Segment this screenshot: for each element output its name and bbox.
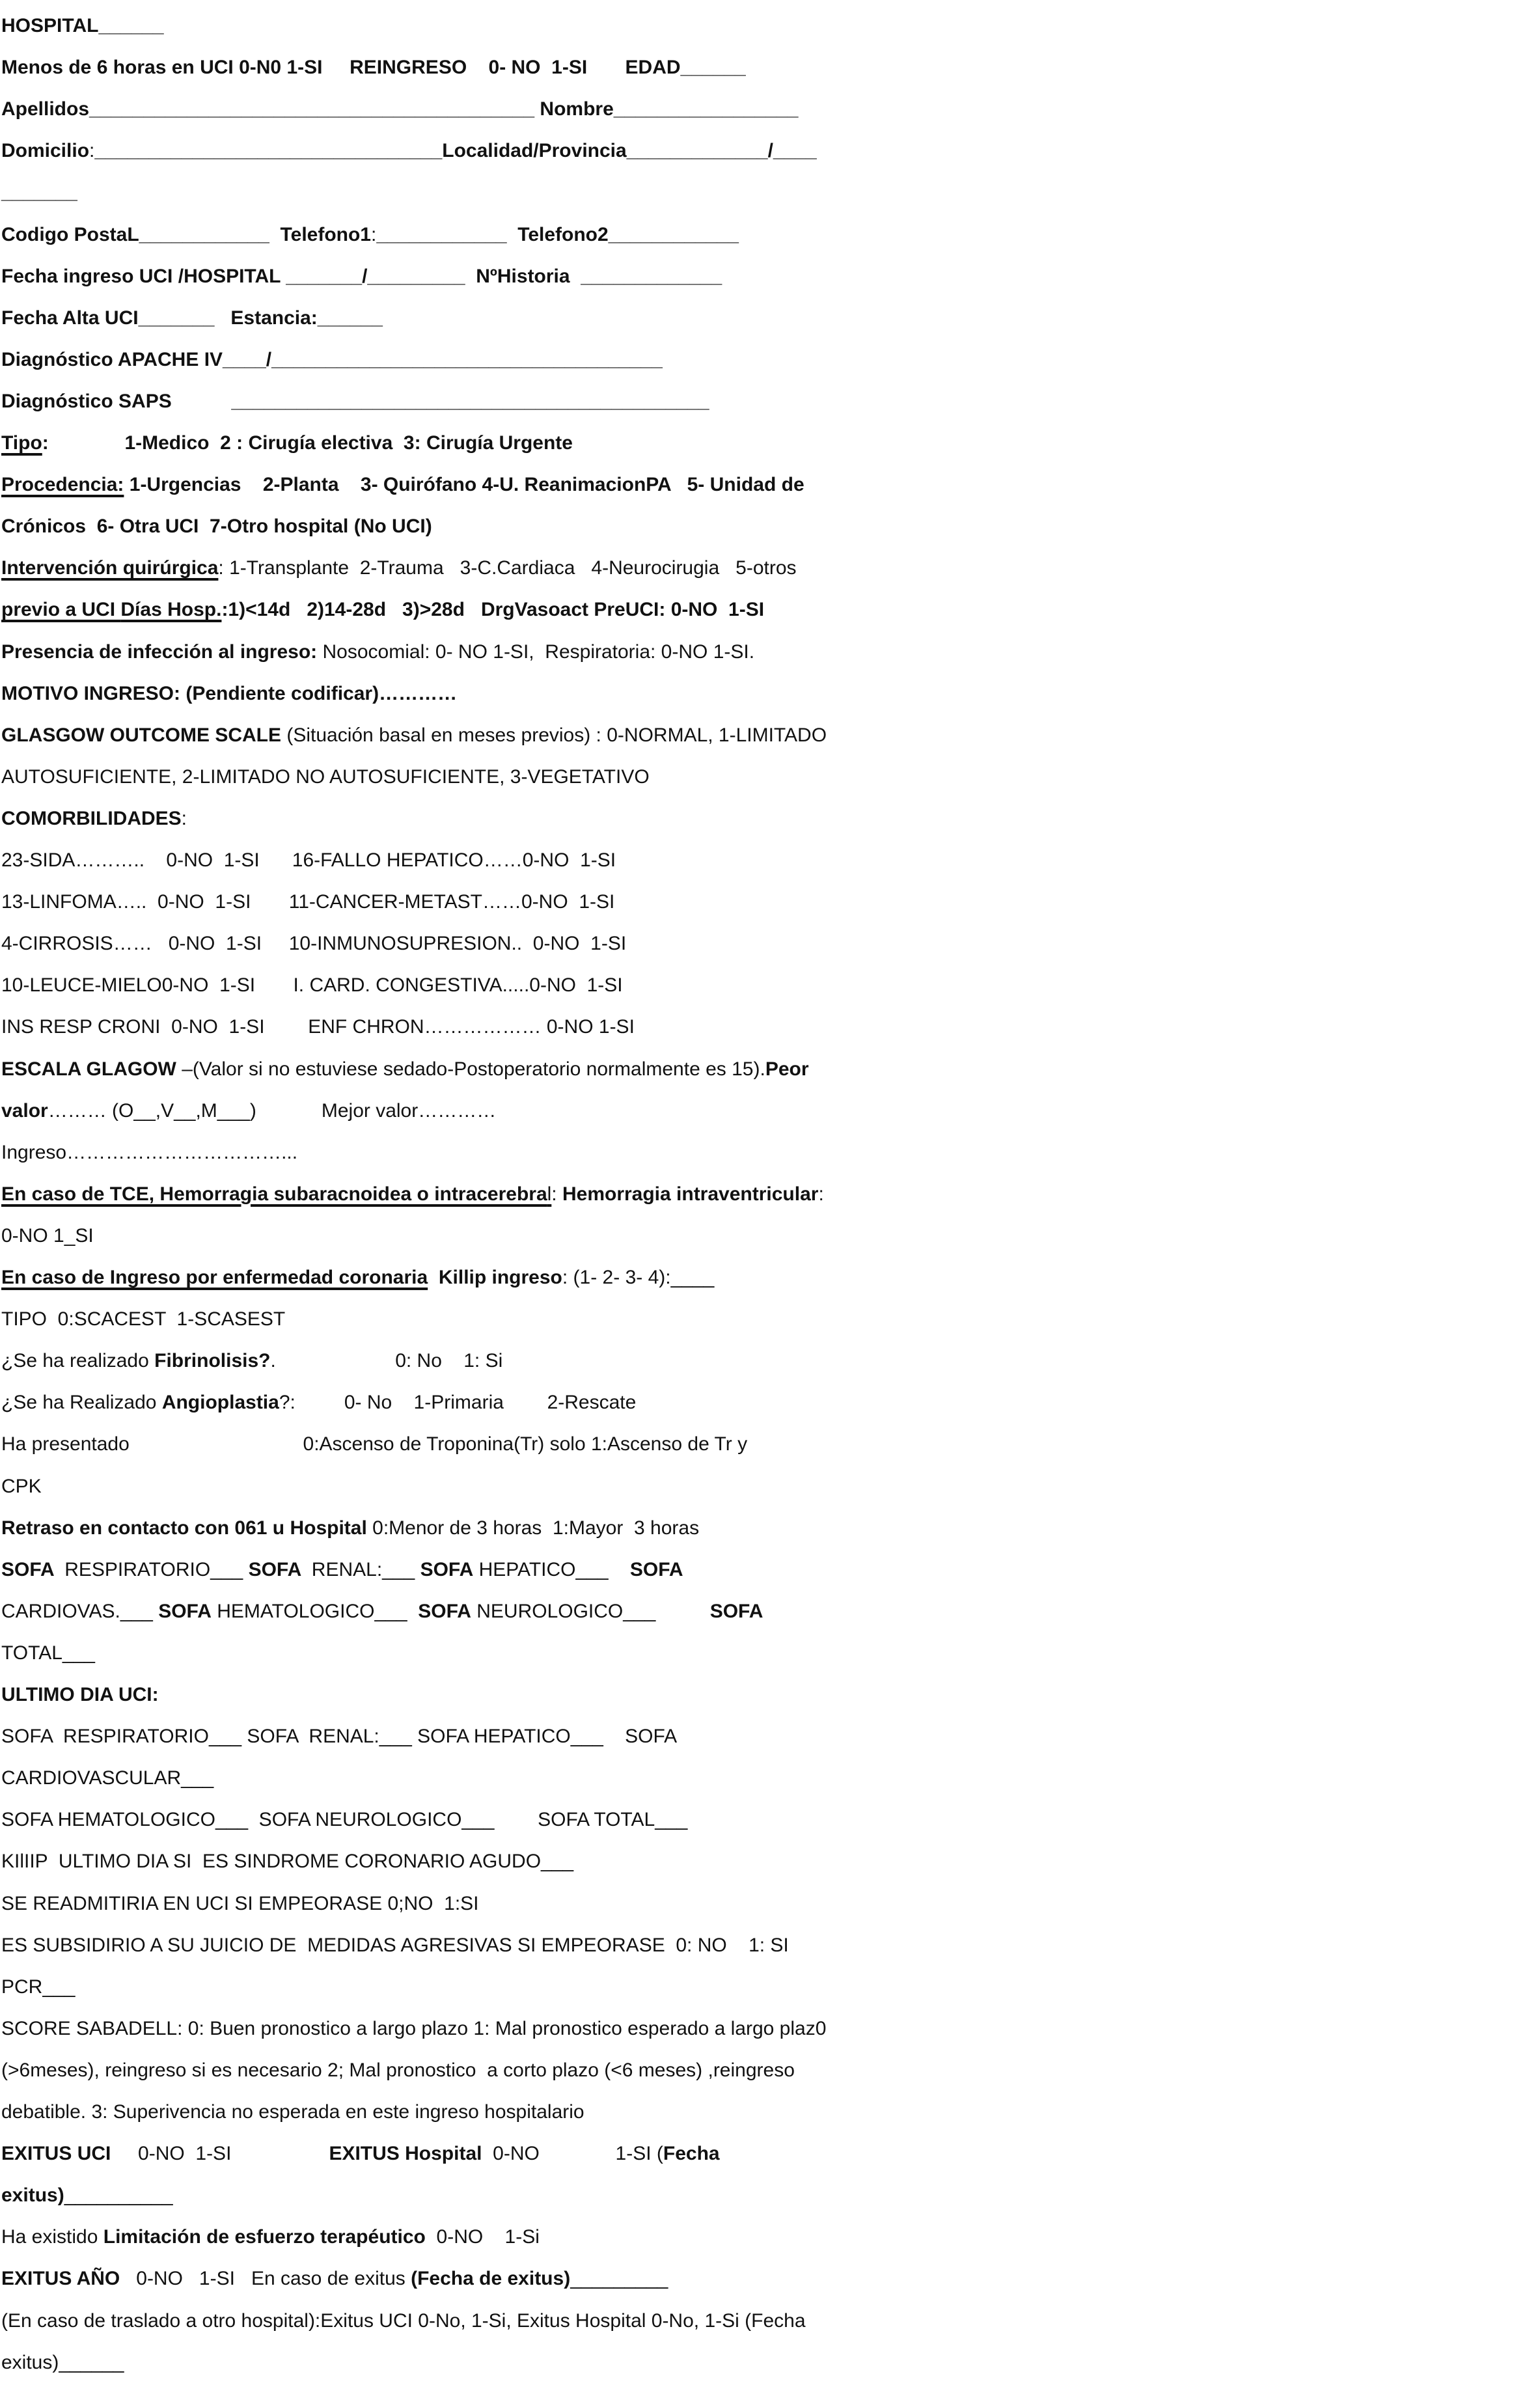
form-line [1, 1675, 1535, 1715]
form-line [1, 90, 1535, 129]
form-line [1, 2343, 1535, 2382]
form-line [1, 1175, 1535, 1214]
form-text: 0-NO 1-Si [425, 2226, 540, 2248]
form-line [1, 1968, 1535, 2007]
form-line [1, 507, 1535, 546]
form-text: (En caso de traslado a otro hospital):Exitus UCI 0-No, 1-Si, Exitus Hospital 0-No, 1-Si (Fecha [1, 2309, 806, 2332]
form-text: INS RESP CRONI 0-NO 1-SI ENF CHRON……………… 0-NO 1-SI [1, 1016, 635, 1038]
form-text: Limitación de esfuerzo terapéutico [103, 2226, 426, 2248]
form-text: Apellidos_________________________________________ Nombre_________________ [1, 98, 799, 120]
form-line [1, 2218, 1535, 2257]
form-text: ?: 0- No 1-Primaria 2-Rescate [279, 1392, 637, 1414]
form-text: 0-NO 1-SI ( [482, 2143, 663, 2165]
form-line [1, 7, 1535, 46]
form-text: ES SUBSIDIRIO A SU JUICIO DE MEDIDAS AGRESIVAS SI EMPEORASE 0: NO 1: SI [1, 1934, 789, 1956]
form-text: Peor [765, 1058, 809, 1080]
form-text: Nosocomial: 0- NO 1-SI, Respiratoria: 0-NO 1-SI. [322, 641, 755, 663]
form-line [1, 257, 1535, 296]
form-line [1, 924, 1535, 963]
form-text: ……… (O__,V__,M___) Mejor valor………… [48, 1099, 497, 1122]
form-text: RESPIRATORIO___ [59, 1558, 249, 1580]
form-text: Fecha Alta UCI_______ Estancia:______ [1, 307, 383, 329]
form-text: : [551, 1183, 562, 1205]
form-text: Ha existido [1, 2226, 103, 2248]
form-text: SOFA [248, 1558, 307, 1580]
form-line [1, 2176, 1535, 2215]
form-line [1, 633, 1535, 672]
form-text: SOFA HEMATOLOGICO___ SOFA NEUROLOGICO___ SOFA TOTAL___ [1, 1809, 688, 1831]
form-text: 0:Menor de 3 horas 1:Mayor 3 horas [372, 1517, 700, 1539]
form-text: valor [1, 1099, 48, 1122]
form-text: Fibrinolisis? [154, 1350, 271, 1372]
form-text: previo a UCI [1, 599, 121, 621]
form-text: : (1- 2- 3- 4):____ [562, 1267, 715, 1288]
form-text: GLASGOW OUTCOME SCALE [1, 724, 287, 746]
form-text: HEMATOLOGICO___ [211, 1600, 419, 1622]
form-text: En caso de TCE, Hemorragia subaracnoidea o intracerebra [1, 1183, 547, 1205]
form-line [1, 131, 1535, 171]
form-text: Diagnóstico APACHE IV____/____________________________________ [1, 348, 663, 370]
form-text: : [371, 223, 377, 245]
form-text: EXITUS AÑO [1, 2268, 120, 2290]
form-text: HOSPITAL______ [1, 15, 164, 36]
form-text: 23-SIDA……….. 0-NO 1-SI 16-FALLO HEPATICO……0-NO 1-SI [1, 849, 616, 871]
form-text: Killip ingreso [428, 1267, 562, 1288]
form-text: 1-Urgencias 2-Planta 3- Quirófano 4-U. ReanimacionPA 5- Unidad de [124, 474, 804, 496]
form-text: : 1-Medico 2 : Cirugía electiva 3: Cirugía Urgente [42, 432, 573, 454]
form-line [1, 299, 1535, 338]
form-text: NEUROLOGICO___ [471, 1600, 710, 1622]
form-text: EXITUS Hospital [329, 2143, 482, 2165]
form-text: _______ [1, 182, 77, 204]
form-text: 0-NO 1-SI En caso de exitus [120, 2268, 411, 2290]
form-line [1, 841, 1535, 880]
form-text: ESCALA GLAGOW [1, 1058, 182, 1080]
form-text: SOFA [629, 1558, 683, 1580]
form-text: CPK [1, 1475, 42, 1497]
form-text: Menos de 6 horas en UCI 0-N0 1-SI REINGRESO 0- NO 1-SI EDAD______ [1, 57, 746, 79]
form-line [1, 2009, 1535, 2048]
form-line [1, 1050, 1535, 1089]
form-line [1, 716, 1535, 755]
form-text: AUTOSUFICIENTE, 2-LIMITADO NO AUTOSUFICIENTE, 3-VEGETATIVO [1, 765, 650, 788]
form-text: TIPO 0:SCACEST 1-SCASEST [1, 1308, 286, 1330]
form-text: Fecha ingreso UCI /HOSPITAL _______/_________ NºHistoria _____________ [1, 265, 722, 287]
form-text: 4-CIRROSIS…… 0-NO 1-SI 10-INMUNOSUPRESION.. 0-NO 1-SI [1, 933, 627, 955]
form-text: : [181, 807, 187, 829]
form-text: SOFA [158, 1600, 212, 1622]
form-text: ULTIMO DIA UCI: [1, 1684, 159, 1705]
form-text: CARDIOVAS.___ [1, 1600, 159, 1622]
form-text: HEPATICO___ [473, 1558, 630, 1580]
form-text: CARDIOVASCULAR___ [1, 1767, 214, 1789]
form-line [1, 2134, 1535, 2173]
form-line [1, 1092, 1535, 1131]
form-text: SOFA [420, 1558, 474, 1580]
form-text: Ingreso……………………………... [1, 1141, 298, 1163]
form-text: debatible. 3: Superivencia no esperada en este ingreso hospitalario [1, 2101, 584, 2123]
form-text: __________ [64, 2184, 173, 2207]
form-text: (>6meses), reingreso si es necesario 2; Mal pronostico a corto plazo (<6 meses) ,reingreso [1, 2059, 795, 2081]
form-text: Crónicos 6- Otra UCI 7-Otro hospital (No UCI) [1, 516, 432, 538]
form-line [1, 1884, 1535, 1923]
form-line [1, 674, 1535, 713]
form-line [1, 1217, 1535, 1256]
form-line [1, 1592, 1535, 1631]
form-text: . 0: No 1: Si [270, 1350, 503, 1372]
form-text: SE READMITIRIA EN UCI SI EMPEORASE 0;NO 1:SI [1, 1892, 479, 1914]
form-line [1, 1467, 1535, 1506]
form-line [1, 1926, 1535, 1965]
form-text: :1)<14d 2)14-28d 3)>28d DrgVasoact PreUCI: 0-NO 1-SI [221, 599, 765, 621]
form-line [1, 1425, 1535, 1464]
form-text: _________ [570, 2268, 668, 2290]
form-text: TOTAL___ [1, 1642, 95, 1664]
form-text: Codigo PostaL____________ Telefono1 [1, 223, 371, 245]
form-text: 10-LEUCE-MIELO0-NO 1-SI I. CARD. CONGESTIVA.....0-NO 1-SI [1, 974, 623, 997]
form-text: ________________________________Localidad/Provincia_____________/____ [94, 140, 817, 162]
form-line [1, 590, 1535, 629]
form-text: SOFA [1, 1558, 59, 1580]
form-line [1, 2093, 1535, 2132]
form-line [1, 1842, 1535, 1881]
form-text: exitus) [1, 2184, 64, 2207]
form-text: Fecha [663, 2143, 720, 2165]
form-text: Hemorragia intraventricular [562, 1183, 819, 1205]
form-line [1, 340, 1535, 379]
form-text: Diagnóstico SAPS ____________________________________________ [1, 390, 709, 412]
form-text: 13-LINFOMA….. 0-NO 1-SI 11-CANCER-METAST……0-NO 1-SI [1, 891, 615, 913]
form-line [1, 1300, 1535, 1339]
form-line [1, 173, 1535, 212]
form-text: En caso de Ingreso por enfermedad coronaria [1, 1267, 428, 1288]
form-text: Domicilio [1, 140, 90, 162]
form-line [1, 465, 1535, 504]
form-text: Intervención quirúrgica [1, 557, 219, 579]
form-text: Procedencia: [1, 474, 124, 496]
form-line [1, 215, 1535, 255]
form-text: COMORBILIDADES [1, 807, 182, 829]
form-text: (Situación basal en meses previos) : 0-NORMAL, 1-LIMITADO [286, 724, 827, 746]
form-text: ¿Se ha realizado [1, 1350, 155, 1372]
form-text: SOFA [418, 1600, 471, 1622]
form-line [1, 382, 1535, 421]
form-line [1, 2259, 1535, 2298]
form-line [1, 1800, 1535, 1839]
form-text: Ha presentado 0:Ascenso de Troponina(Tr) solo 1:Ascenso de Tr y [1, 1433, 748, 1455]
form-text: Días Hosp. [120, 599, 222, 621]
form-line [1, 424, 1535, 463]
form-text: l [547, 1183, 552, 1205]
form-line [1, 966, 1535, 1005]
form-line [1, 1634, 1535, 1673]
form-line [1, 1717, 1535, 1756]
form-text: Angioplastia [161, 1392, 279, 1414]
form-line [1, 1342, 1535, 1381]
form-text: : [818, 1183, 824, 1205]
form-line [1, 2302, 1535, 2341]
form-text: ____________ Telefono2____________ [376, 223, 739, 245]
form-text: KIlIIP ULTIMO DIA SI ES SINDROME CORONARIO AGUDO___ [1, 1851, 574, 1873]
form-line [1, 549, 1535, 588]
form-text: EXITUS UCI [1, 2143, 111, 2165]
form-text: Presencia de infección al ingreso: [1, 641, 323, 663]
form-text: 0-NO 1_SI [1, 1224, 94, 1247]
form-text: exitus)______ [1, 2351, 124, 2373]
form-text: –(Valor si no estuviese sedado-Postoperatorio normalmente es 15). [182, 1058, 765, 1080]
form-line [1, 1008, 1535, 1047]
form-text: : [89, 140, 95, 162]
form-text: SCORE SABADELL: 0: Buen pronostico a largo plazo 1: Mal pronostico esperado a largo plaz0 [1, 2017, 827, 2039]
form-line [1, 1759, 1535, 1798]
form-text: RENAL:___ [306, 1558, 420, 1580]
form-text: PCR___ [1, 1976, 76, 1998]
form-line [1, 48, 1535, 87]
form-text: (Fecha de exitus) [411, 2268, 571, 2290]
form-line [1, 1550, 1535, 1590]
form-line [1, 1258, 1535, 1297]
form-text: : 1-Transplante 2-Trauma 3-C.Cardiaca 4-Neurocirugia 5-otros [218, 557, 797, 579]
form-line [1, 799, 1535, 838]
form-text: SOFA RESPIRATORIO___ SOFA RENAL:___ SOFA HEPATICO___ SOFA [1, 1726, 678, 1748]
form-line [1, 1383, 1535, 1422]
form-text: SOFA [709, 1600, 763, 1622]
form-text: ¿Se ha Realizado [1, 1392, 162, 1414]
form-text: MOTIVO INGRESO: (Pendiente codificar)………… [1, 682, 458, 704]
form-text: Tipo [1, 432, 42, 454]
form-line [1, 1133, 1535, 1172]
form-line [1, 2051, 1535, 2090]
form-text: 0-NO 1-SI [111, 2143, 329, 2165]
form-line [1, 883, 1535, 922]
form-line [1, 758, 1535, 797]
form-text: Retraso en contacto con 061 u Hospital [1, 1517, 373, 1539]
form-line [1, 1509, 1535, 1548]
